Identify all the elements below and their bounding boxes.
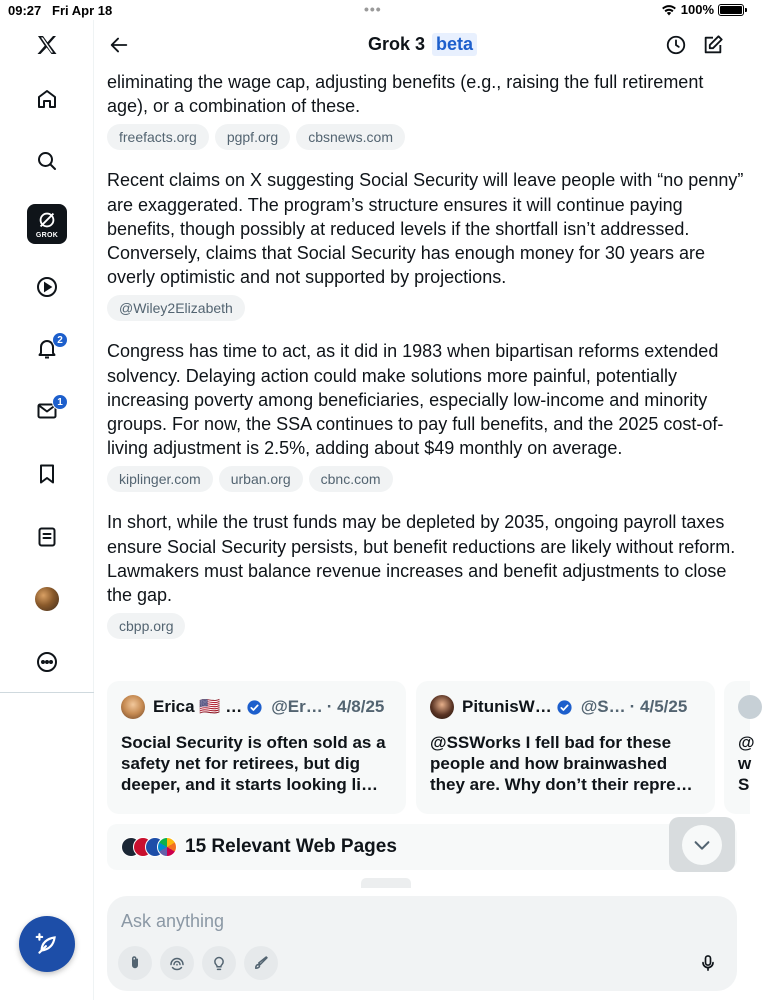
post-date: · 4/8/25 — [326, 697, 385, 716]
think-button[interactable] — [202, 946, 236, 980]
source-chips — [107, 613, 747, 639]
source-chips — [107, 466, 747, 492]
avatar — [738, 695, 762, 719]
multitasking-dots[interactable]: ••• — [364, 1, 382, 17]
page-title — [95, 33, 750, 56]
lightbulb-icon — [210, 954, 228, 972]
sidebar-item-more[interactable] — [24, 639, 70, 685]
source-chip[interactable]: urban.org — [219, 466, 303, 492]
voice-input-button[interactable] — [693, 948, 723, 978]
grok-label: GROK — [35, 232, 59, 239]
avatar — [121, 695, 145, 719]
scroll-down-circle — [682, 825, 722, 865]
grok-icon — [27, 204, 67, 244]
attach-button[interactable] — [118, 946, 152, 980]
post-text: @ w S — [738, 733, 755, 794]
history-button[interactable] — [663, 32, 689, 58]
status-time: 09:27 — [8, 3, 42, 18]
deepsearch-button[interactable] — [160, 946, 194, 980]
paperclip-icon — [126, 954, 144, 972]
search-icon — [35, 149, 59, 173]
video-icon — [35, 275, 59, 299]
response-paragraph — [107, 70, 747, 150]
status-date: Fri Apr 18 — [52, 3, 113, 18]
post-author-name: Erica 🇺🇸 … — [153, 697, 243, 716]
microphone-icon — [698, 953, 718, 973]
brush-icon — [252, 954, 270, 972]
x-logo-icon[interactable] — [24, 22, 70, 68]
web-pages-label: 15 Relevant Web Pages — [185, 836, 397, 857]
sidebar-item-grok[interactable] — [24, 201, 70, 247]
post-text: @SSWorks I fell bad for these people and how brainwashed they are. Why don’t their repre… — [430, 733, 693, 794]
profile-avatar — [35, 587, 59, 611]
x-post-card-partial[interactable] — [724, 681, 755, 814]
paragraph-text: Recent claims on X suggesting Social Security will leave people with “no penny” are exaggerated. The program’s structure ensures it will continue paying benefits, though possibly at reduced levels if the shortfall isn’t addressed. Conversely, claims that Social Security has enough money for 30 years are overly optimistic and not supported by projections. — [107, 170, 744, 288]
sidebar-item-messages[interactable] — [24, 388, 70, 434]
notifications-badge: 2 — [52, 332, 68, 348]
paragraph-text: eliminating the wage cap, adjusting benefits (e.g., raising the full retirement age), or a combination of these. — [107, 72, 704, 117]
source-chip[interactable]: pgpf.org — [215, 124, 290, 150]
status-bar — [0, 0, 750, 20]
relevant-web-pages-button[interactable] — [107, 824, 737, 870]
scroll-down-button[interactable] — [669, 817, 735, 872]
post-date: · 4/5/25 — [629, 697, 688, 716]
verified-badge-icon — [556, 699, 573, 716]
favicon-stack — [121, 837, 177, 857]
source-chip[interactable]: freefacts.org — [107, 124, 209, 150]
source-chip[interactable]: cbpp.org — [107, 613, 185, 639]
paragraph-text: Congress has time to act, as it did in 1983 when bipartisan reforms extended solvency. Delaying action could make solutions more painful, potentially increasing poverty among beneficiaries, especially low-income and minority groups. For now, the SSA continues to pay full benefits, and the 2025 cost-of-living adjustment is 2.5%, adding about $49 monthly on average. — [107, 341, 724, 459]
post-text: Social Security is often sold as a safety net for retirees, but dig deeper, and it starts looking li… — [121, 733, 386, 794]
sidebar — [0, 20, 94, 1000]
new-chat-edit-icon — [702, 34, 724, 56]
wifi-icon — [661, 4, 677, 16]
draw-button[interactable] — [244, 946, 278, 980]
sidebar-item-video[interactable] — [24, 264, 70, 310]
battery-icon — [718, 4, 744, 16]
sidebar-divider — [0, 692, 94, 693]
deepsearch-icon — [168, 954, 186, 972]
compose-feather-icon — [34, 931, 60, 957]
bookmarks-icon — [35, 462, 59, 486]
sidebar-item-notifications[interactable] — [24, 326, 70, 372]
source-chips — [107, 295, 747, 321]
source-chips — [107, 124, 747, 150]
paragraph-text: In short, while the trust funds may be depleted by 2035, ongoing payroll taxes ensure Social Security persists, but benefit reductions are likely without reform. Lawmakers must balance revenue increases and benefit adjustments to close the gap. — [107, 512, 736, 606]
lists-icon — [35, 525, 59, 549]
more-icon — [35, 650, 59, 674]
sidebar-item-search[interactable] — [24, 138, 70, 184]
sidebar-item-profile[interactable] — [24, 576, 70, 622]
post-handle: @S… — [580, 697, 626, 716]
grok-response — [107, 70, 747, 639]
drag-handle[interactable] — [361, 878, 411, 888]
battery-percent: 100% — [680, 2, 714, 17]
source-chip[interactable]: cbsnews.com — [296, 124, 405, 150]
sidebar-item-lists[interactable] — [24, 514, 70, 560]
avatar — [430, 695, 454, 719]
source-chip[interactable]: @Wiley2Elizabeth — [107, 295, 245, 321]
new-chat-button[interactable] — [700, 32, 726, 58]
chevron-down-icon — [691, 834, 713, 856]
x-post-card[interactable] — [107, 681, 406, 814]
sidebar-item-bookmarks[interactable] — [24, 451, 70, 497]
messages-badge: 1 — [52, 394, 68, 410]
ask-input[interactable] — [121, 908, 681, 934]
source-chip[interactable]: cbnc.com — [309, 466, 393, 492]
chat-composer — [107, 896, 737, 991]
sidebar-item-home[interactable] — [24, 76, 70, 122]
post-author-name: PitunisW… — [462, 697, 552, 716]
source-chip[interactable]: kiplinger.com — [107, 466, 213, 492]
history-clock-icon — [665, 34, 687, 56]
post-header — [430, 695, 701, 719]
home-icon — [35, 87, 59, 111]
nbc-peacock-icon — [157, 837, 177, 857]
compose-post-button[interactable] — [19, 916, 75, 972]
response-paragraph — [107, 339, 747, 492]
status-right — [661, 2, 744, 17]
beta-badge: beta — [432, 33, 477, 56]
header — [95, 20, 750, 70]
verified-badge-icon — [246, 699, 263, 716]
x-post-card[interactable] — [416, 681, 715, 814]
response-paragraph — [107, 510, 747, 639]
response-paragraph — [107, 168, 747, 321]
post-header — [121, 695, 392, 719]
title-text: Grok 3 — [367, 34, 425, 54]
post-handle: @Er… — [271, 697, 323, 716]
